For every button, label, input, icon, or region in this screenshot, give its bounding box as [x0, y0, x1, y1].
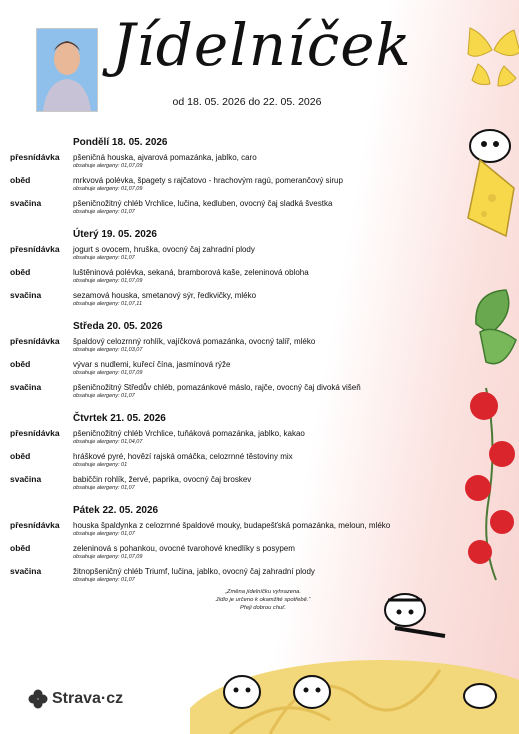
- day-title: Pondělí 18. 05. 2026: [73, 137, 168, 148]
- meal-allergens: obsahuje alergeny: 01,07: [73, 485, 135, 491]
- meal-description: luštěninová polévka, sekaná, bramborová kaše, zeleninová obloha: [73, 268, 309, 277]
- meal-row: [10, 451, 440, 473]
- meal-description: houska špaldynka z celozrnné špaldové mouky, budapešťská pomazánka, meloun, mléko: [73, 521, 391, 530]
- pasta-bow-illustration: [464, 20, 519, 90]
- meal-label: svačina: [10, 382, 42, 392]
- meal-allergens: obsahuje alergeny: 01,04,07: [73, 439, 143, 445]
- meal-label: přesnídávka: [10, 336, 60, 346]
- footer-note-line: „Změna jídelníčku vyhrazena.: [224, 589, 302, 595]
- author-photo: [36, 28, 98, 112]
- meal-row: [10, 520, 440, 542]
- meal-description: zeleninová s pohankou, ovocné tvarohové knedlíky s posypem: [73, 544, 295, 553]
- meal-allergens: obsahuje alergeny: 01,07,09: [73, 186, 143, 192]
- date-range: od 18. 05. 2026 do 22. 05. 2026: [172, 96, 322, 108]
- meal-description: pšeničná houska, ajvarová pomazánka, jablko, caro: [73, 153, 257, 162]
- meal-description: pšeničnožitný chléb Vrchlice, tuňáková pomazánka, jablko, kakao: [73, 429, 305, 438]
- day-section: [10, 228, 440, 312]
- meal-row: [10, 382, 440, 404]
- meal-label: přesnídávka: [10, 244, 60, 254]
- basil-leaves-illustration: [470, 284, 519, 374]
- meal-row: [10, 566, 440, 588]
- meal-allergens: obsahuje alergeny: 01,07: [73, 577, 135, 583]
- meal-row: [10, 267, 440, 289]
- meal-label: přesnídávka: [10, 428, 60, 438]
- weekly-menu: [10, 136, 440, 596]
- footer-note-line: Jídlo je určeno k okamžité spotřebě.“: [215, 597, 311, 603]
- meal-description: hráškové pyré, hovězí rajská omáčka, celozrnné těstoviny mix: [73, 452, 293, 461]
- meal-description: babiččin rohlík, žervé, paprika, ovocný čaj broskev: [73, 475, 252, 484]
- footer-note-line: Přeji dobrou chuť.: [240, 605, 286, 611]
- meal-allergens: obsahuje alergeny: 01,07: [73, 255, 135, 261]
- meal-allergens: obsahuje alergeny: 01,07,09: [73, 278, 143, 284]
- meal-description: pšeničnožitný Středův chléb, pomazánkové máslo, rajče, ovocný čaj divoká višeň: [73, 383, 361, 392]
- meal-description: žitnopšeničný chléb Triumf, lučina, jablko, ovocný čaj zahradní plody: [73, 567, 315, 576]
- cow-with-cheese-illustration: [462, 118, 519, 248]
- meal-description: sezamová houska, smetanový sýr, ředkvičky, mléko: [73, 291, 257, 300]
- meal-allergens: obsahuje alergeny: 01,03,07: [73, 347, 143, 353]
- meal-allergens: obsahuje alergeny: 01,07: [73, 209, 135, 215]
- meal-label: oběd: [10, 543, 31, 553]
- logo-text: Strava·cz: [52, 690, 124, 707]
- meal-allergens: obsahuje alergeny: 01,07: [73, 531, 135, 537]
- day-title: Středa 20. 05. 2026: [73, 321, 163, 332]
- meal-label: oběd: [10, 451, 31, 461]
- meal-row: [10, 175, 440, 197]
- portrait-image: [37, 29, 97, 111]
- meal-allergens: obsahuje alergeny: 01,07,09: [73, 163, 143, 169]
- meal-label: přesnídávka: [10, 520, 60, 530]
- meal-allergens: obsahuje alergeny: 01,07,11: [73, 301, 143, 307]
- day-section: [10, 136, 440, 220]
- day-title: Čtvrtek 21. 05. 2026: [73, 413, 166, 424]
- clover-icon: [28, 689, 48, 709]
- strava-logo: [28, 686, 123, 712]
- page-title: Jídelníček: [112, 11, 412, 79]
- meal-row: [10, 244, 440, 266]
- meal-label: oběd: [10, 267, 31, 277]
- meal-row: [10, 543, 440, 565]
- meal-row: [10, 428, 440, 450]
- meal-row: [10, 359, 440, 381]
- meal-label: svačina: [10, 474, 42, 484]
- meal-description: jogurt s ovocem, hruška, ovocný čaj zahradní plody: [73, 245, 255, 254]
- meal-allergens: obsahuje alergeny: 01,07,09: [73, 370, 143, 376]
- day-section: [10, 412, 440, 496]
- meal-row: [10, 152, 440, 174]
- meal-label: oběd: [10, 175, 31, 185]
- day-section: [10, 504, 440, 588]
- meal-label: přesnídávka: [10, 152, 60, 162]
- meal-row: [10, 336, 440, 358]
- day-section: [10, 320, 440, 404]
- meal-label: svačina: [10, 566, 42, 576]
- day-title: Úterý 19. 05. 2026: [73, 229, 157, 240]
- meal-description: špaldový celozrnný rohlík, vajíčková pomazánka, ovocný talíř, mléko: [73, 337, 316, 346]
- meal-label: svačina: [10, 290, 42, 300]
- cherry-tomatoes-illustration: [458, 384, 519, 584]
- meal-description: vývar s nudlemi, kuřecí čína, jasmínová rýže: [73, 360, 231, 369]
- meal-allergens: obsahuje alergeny: 01,07,09: [73, 554, 143, 560]
- meal-allergens: obsahuje alergeny: 01,07: [73, 393, 135, 399]
- meal-label: svačina: [10, 198, 42, 208]
- meal-allergens: obsahuje alergeny: 01: [73, 462, 128, 468]
- meal-label: oběd: [10, 359, 31, 369]
- meal-description: pšeničnožitný chléb Vrchlice, lučina, kedluben, ovocný čaj sladká švestka: [73, 199, 333, 208]
- meal-row: [10, 474, 440, 496]
- footer-note: [188, 588, 338, 612]
- meal-row: [10, 198, 440, 220]
- meal-description: mrkvová polévka, špagety s rajčatovo - hrachovým ragú, pomerančový sirup: [73, 176, 343, 185]
- meal-row: [10, 290, 440, 312]
- day-title: Pátek 22. 05. 2026: [73, 505, 159, 516]
